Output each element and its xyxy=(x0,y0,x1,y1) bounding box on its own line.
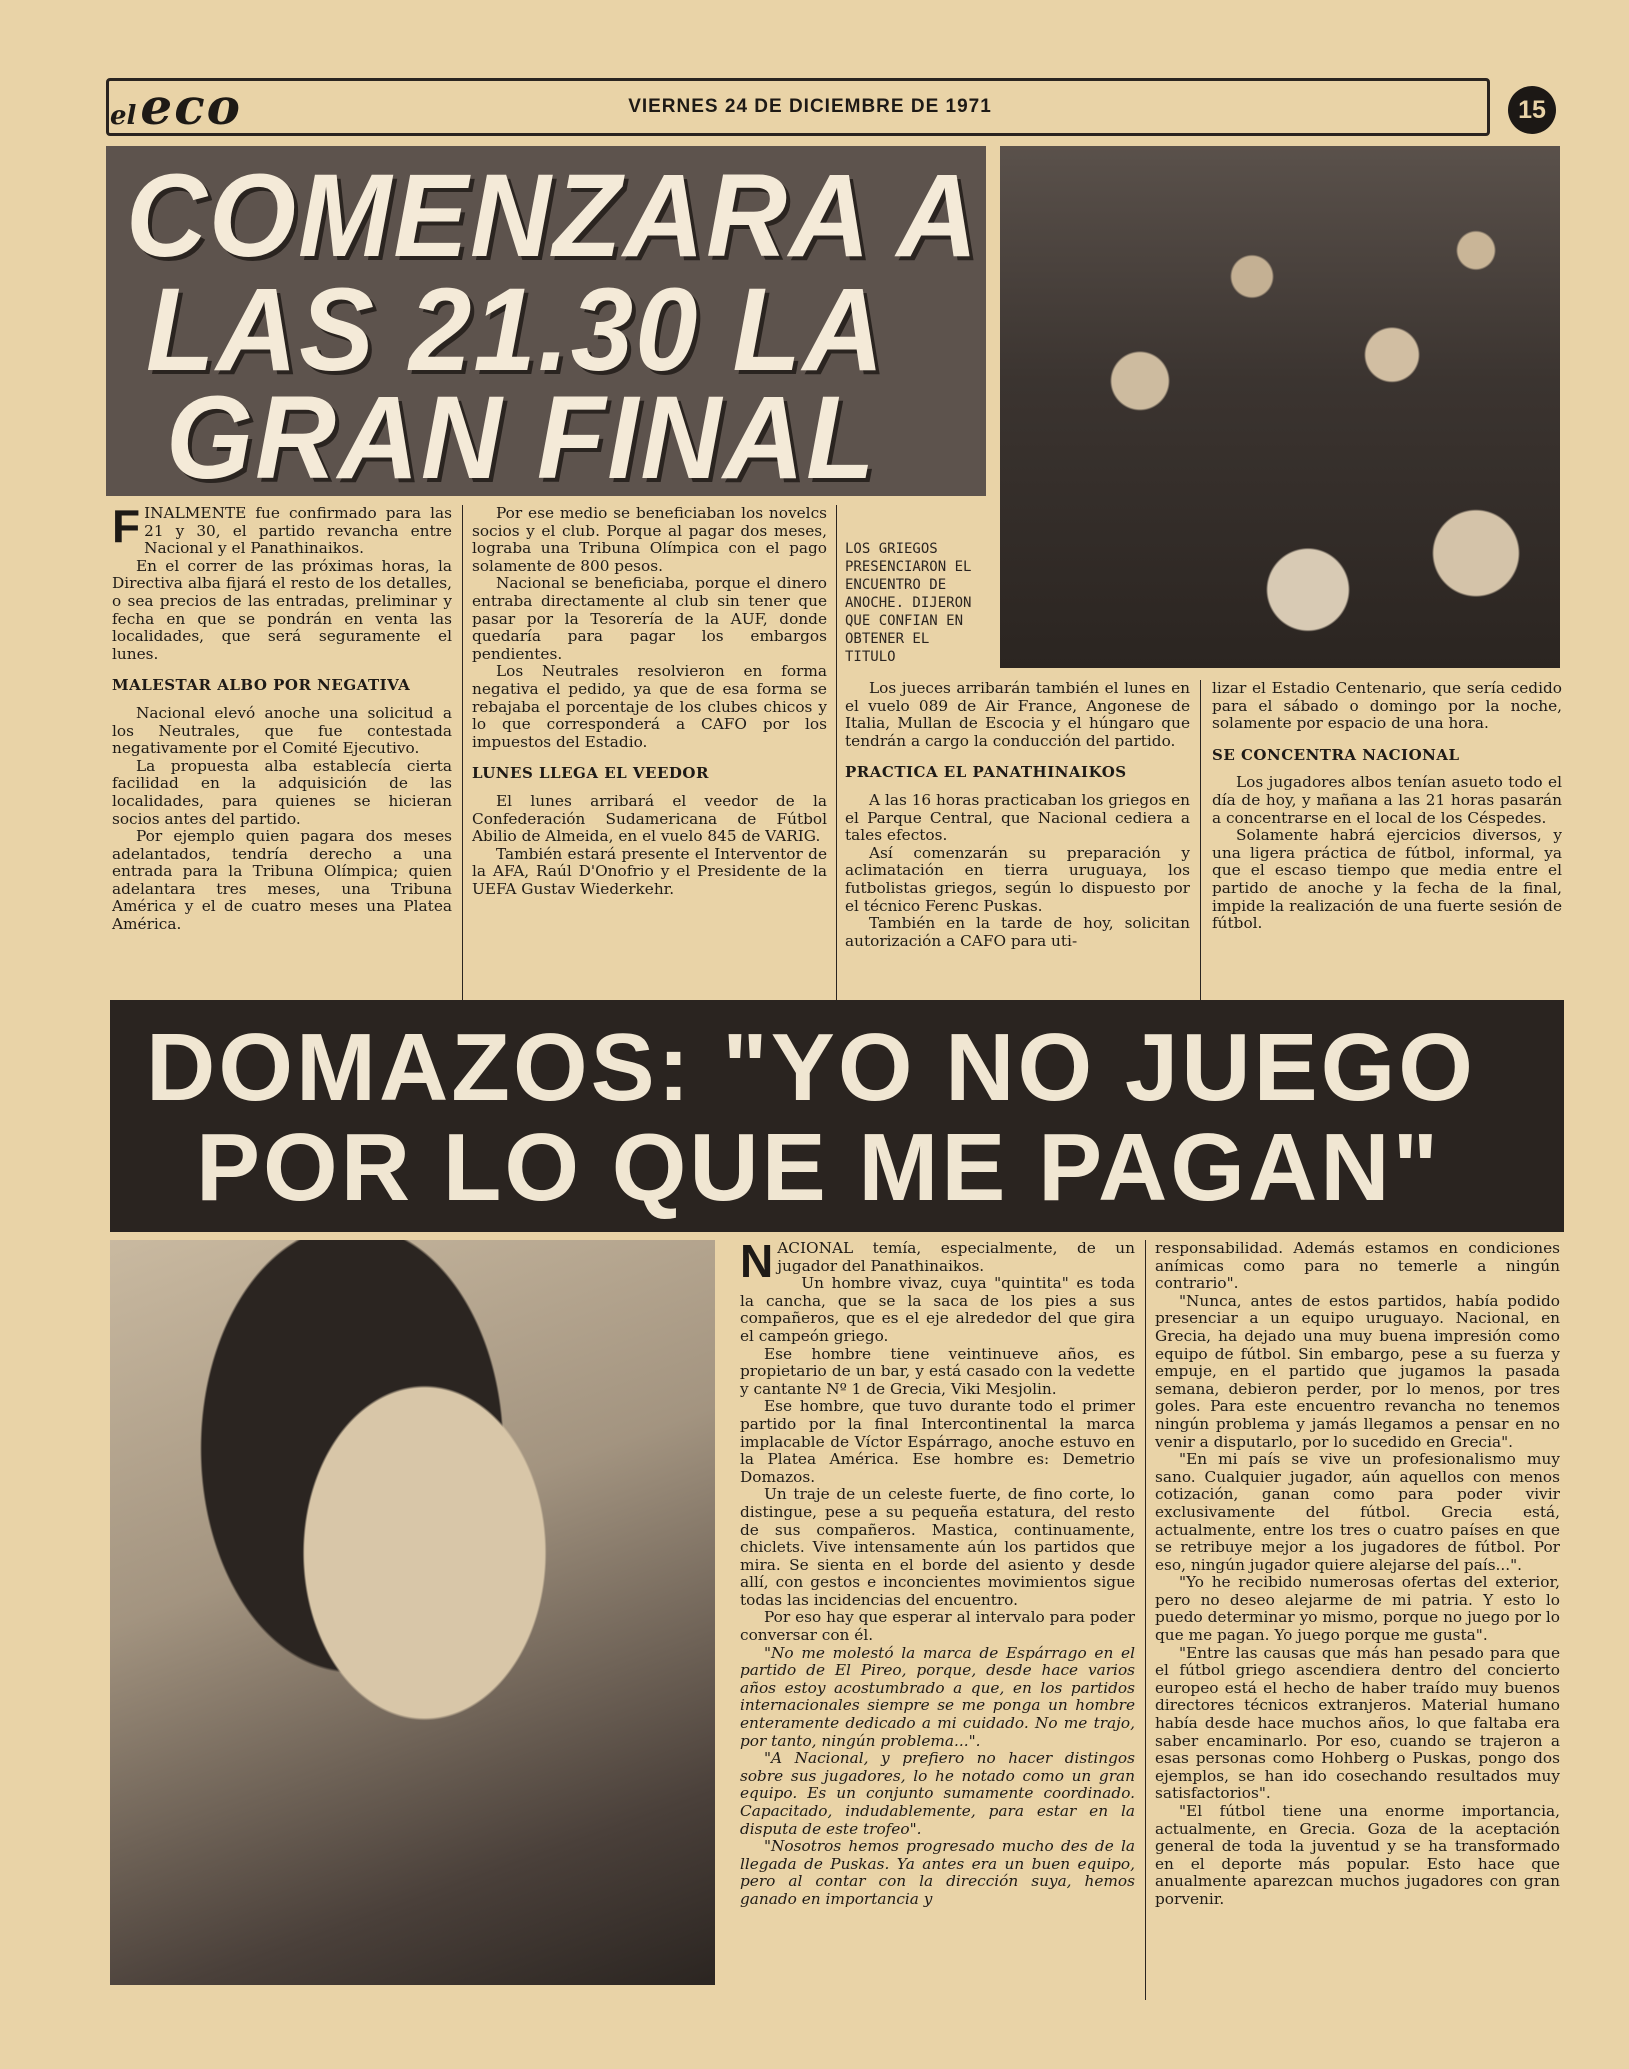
column-rule xyxy=(462,505,463,1000)
paragraph: Ese hombre tiene veintinueve años, es propietario de un bar, y está casado con la vedette y cantante Nº 1 de Grecia, Viki Mesjolin. xyxy=(740,1344,1135,1398)
article-column xyxy=(1212,680,1562,933)
paragraph: Ese hombre, que tuvo durante todo el primer partido por la final Intercontinental la marca implacable de Víctor Espárrago, anoche estuvo en la Platea América. Ese hombre es: Demetrio Domazos. xyxy=(740,1397,1135,1486)
crowd-photo xyxy=(1000,146,1560,668)
headline-line: COMENZARA A xyxy=(126,149,980,282)
paragraph: Los jueces arribarán también el lunes en el vuelo 089 de Air France, Angonese de Italia, Mullan de Escocia y el húngaro que tendrán a cargo la conducción del partido. xyxy=(845,679,1190,750)
paragraph: Por ese medio se beneficiaban los novelcs socios y el club. Porque al pagar dos meses, lograba una Tribuna Olímpica con el pago solamente de 800 pesos. xyxy=(472,504,827,575)
paragraph: Nacional elevó anoche una solicitud a los Neutrales, que fue contestada negativamente por el Comité Ejecutivo. xyxy=(112,703,452,758)
headline-domazos xyxy=(110,1000,1564,1232)
column-rule xyxy=(836,505,837,1000)
paragraph: Por eso hay que esperar al intervalo para poder conversar con él. xyxy=(740,1608,1135,1645)
paragraph: A las 16 horas practicaban los griegos en el Parque Central, que Nacional cediera a tales efectos. xyxy=(845,790,1190,845)
article-column xyxy=(1155,1240,1560,1909)
paragraph: "Yo he recibido numerosas ofertas del exterior, pero no deseo alejarme de mi patria. Y esto lo puedo determinar yo mismo, porque no juego por lo que me pagan. Yo juego porque me gusta". xyxy=(1155,1573,1560,1645)
paragraph: Los jugadores albos tenían asueto todo el día de hoy, y mañana a las 21 horas pasarán a concentrarse en el local de los Céspedes. xyxy=(1212,773,1562,827)
drop-cap: N xyxy=(740,1235,774,1287)
newspaper-logo: eleco xyxy=(110,77,243,136)
paragraph: Un hombre vivaz, cuya "quintita" es toda la cancha, que se la saca de los pies a sus compañeros, que es el eje alrededor del que gira el campeón griego. xyxy=(740,1274,1135,1345)
paragraph: Los Neutrales resolvieron en forma negativa el pedido, ya que de esa forma se rebajaba el porcentaje de los clubes chicos y lo que corresponderá a CAFO por los impuestos del Estadio. xyxy=(472,662,827,751)
paragraph: "Nunca, antes de estos partidos, había podido presenciar a un equipo uruguayo. Nacional, en Grecia, ha dejado una muy buena impresión como equipo de fútbol. Sin embargo, pese a su fuerza y empuje, en el partido que jugamos la pasada semana, debieron perder, por lo menos, por tres goles. Para este encuentro revancha no tenemos ningún problema y jamás llegamos a pensar en no venir a disputarlo, por lo sucedido en Grecia". xyxy=(1155,1291,1560,1451)
headline-line: GRAN FINAL xyxy=(166,371,877,504)
paragraph: Por ejemplo quien pagara dos meses adelantados, tendría derecho a una entrada para la Tribuna Olímpica; quien adelantara tres meses, una Tribuna América y el de cuatro meses una Platea América. xyxy=(112,827,452,934)
article-column xyxy=(740,1235,1135,1909)
subheading: PRACTICA EL PANATHINAIKOS xyxy=(845,763,1127,782)
dateline: VIERNES 24 DE DICIEMBRE DE 1971 xyxy=(628,96,992,117)
paragraph: En el correr de las próximas horas, la Directiva alba fijará el resto de los detalles, o sea precios de las entradas, preliminar y fecha en que se pondrán en venta las localidades, que será seguramente el lunes. xyxy=(112,556,452,663)
subheading: LUNES LLEGA EL VEEDOR xyxy=(472,764,709,783)
paragraph: INALMENTE fue confirmado para las 21 y 30, el partido revancha entre Nacional y el Panathinaikos. xyxy=(144,504,452,558)
paragraph: Así comenzarán su preparación y aclimatación en tierra uruguaya, los futbolistas griegos, según lo dispuesto por el técnico Ferenc Puskas. xyxy=(845,843,1190,915)
paragraph: Nacional se beneficiaba, porque el dinero entraba directamente al club sin tener que pasar por la Tesorería de la AUF, donde quedaría para pagar los embargos pendientes. xyxy=(472,574,827,663)
headline-line: DOMAZOS: "YO NO JUEGO xyxy=(146,1014,1476,1121)
paragraph: También en la tarde de hoy, solicitan autorización a CAFO para uti- xyxy=(845,914,1190,950)
player-photo xyxy=(110,1240,715,1985)
quote-paragraph: "No me molestó la marca de Espárrago en el partido de El Pireo, porque, desde hace varios años estoy acostumbrado a que, en los partidos internacionales siempre se me ponga un hombre enteramente dedicado a mi cuidado. No me trajo, por tanto, ningún problema...". xyxy=(740,1643,1135,1750)
subheading: SE CONCENTRA NACIONAL xyxy=(1212,745,1460,764)
column-rule xyxy=(1200,680,1201,1000)
headline-comenzara xyxy=(106,146,986,504)
article-column xyxy=(845,680,1190,950)
paragraph: "Entre las causas que más han pesado para que el fútbol griego ascendiera dentro del concierto europeo está el hecho de haber traído muy buenos directores técnicos extranjeros. Material humano había desde hace muchos años, lo que faltaba era saber encaminarlo. Por eso, cuando se trajeron a esas personas como Hohberg o Puskas, pongo dos ejemplos, se han ido cosechando resultados muy satisfactorios". xyxy=(1155,1643,1560,1803)
paragraph: La propuesta alba establecía cierta facilidad en la adquisición de las localidades, para quienes se hicieran socios antes del partido. xyxy=(112,756,452,828)
paragraph: "En mi país se vive un profesionalismo muy sano. Cualquier jugador, aún aquellos con menos cotización, ganan como para poder vivir exclusivamente del fútbol. Grecia está, actualmente, entre los tres o cuatro países en que se retribuye mejor a los jugadores de fútbol. Por eso, ningún jugador quiere alejarse del país...". xyxy=(1155,1450,1560,1574)
headline-line: POR LO QUE ME PAGAN" xyxy=(196,1114,1442,1221)
quote-paragraph: "A Nacional, y prefiero no hacer distingos sobre sus jugadores, lo he notado como un gran equipo. Es un conjunto sumamente coordinado. Capacitado, indudablemente, para estar en la disputa de este trofeo". xyxy=(740,1749,1135,1838)
paragraph: Un traje de un celeste fuerte, de fino corte, lo distingue, pese a su pequeña estatura, del resto de sus compañeros. Mastica, continuamente, chiclets. Vive intensamente aún los partidos que mira. Se sienta en el borde del asiento y desde allí, con gestos e inconcientes movimientos sigue todas las incidencias del encuentro. xyxy=(740,1485,1135,1609)
paragraph: ACIONAL temía, especialmente, de un jugador del Panathinaikos. xyxy=(777,1239,1135,1275)
paragraph: Solamente habrá ejercicios diversos, y una ligera práctica de fútbol, informal, ya que el escaso tiempo que media entre el partido de anoche y la fecha de la final, impide la realización de una fuerte sesión de fútbol. xyxy=(1212,826,1562,933)
page-number: 15 xyxy=(1508,86,1556,134)
paragraph: El lunes arribará el veedor de la Confederación Sudamericana de Fútbol Abilio de Almeida, en el vuelo 845 de VARIG. xyxy=(472,791,827,846)
quote-paragraph: "Nosotros hemos progresado mucho des de la llegada de Puskas. Ya antes era un buen equipo, pero al contar con la dirección suya, hemos ganado en importancia y xyxy=(740,1837,1135,1908)
article-column xyxy=(112,500,452,934)
column-rule xyxy=(1145,1240,1146,2000)
paragraph: También estará presente el Interventor de la AFA, Raúl D'Onofrio y el Presidente de la UEFA Gustav Wiederkehr. xyxy=(472,844,827,898)
drop-cap: F xyxy=(112,500,141,552)
subheading: MALESTAR ALBO POR NEGATIVA xyxy=(112,676,411,695)
paragraph: lizar el Estadio Centenario, que sería cedido para el sábado o domingo por la noche, solamente por espacio de una hora. xyxy=(1212,679,1562,733)
article-column xyxy=(472,505,827,898)
paragraph: "El fútbol tiene una enorme importancia, actualmente, en Grecia. Goza de la aceptación general de toda la juventud y se ha transformado en el deporte más popular. Esto hace que anualmente aparezcan muchos jugadores con gran porvenir. xyxy=(1155,1802,1560,1908)
photo-caption: LOS GRIEGOS PRESENCIARON EL ENCUENTRO DE ANOCHE. DIJERON QUE CONFIAN EN OBTENER EL TITULO xyxy=(845,541,972,665)
headline-line: LAS 21.30 LA xyxy=(146,263,886,396)
paragraph: responsabilidad. Además estamos en condiciones anímicas como para no temerle a ningún contrario". xyxy=(1155,1239,1560,1293)
